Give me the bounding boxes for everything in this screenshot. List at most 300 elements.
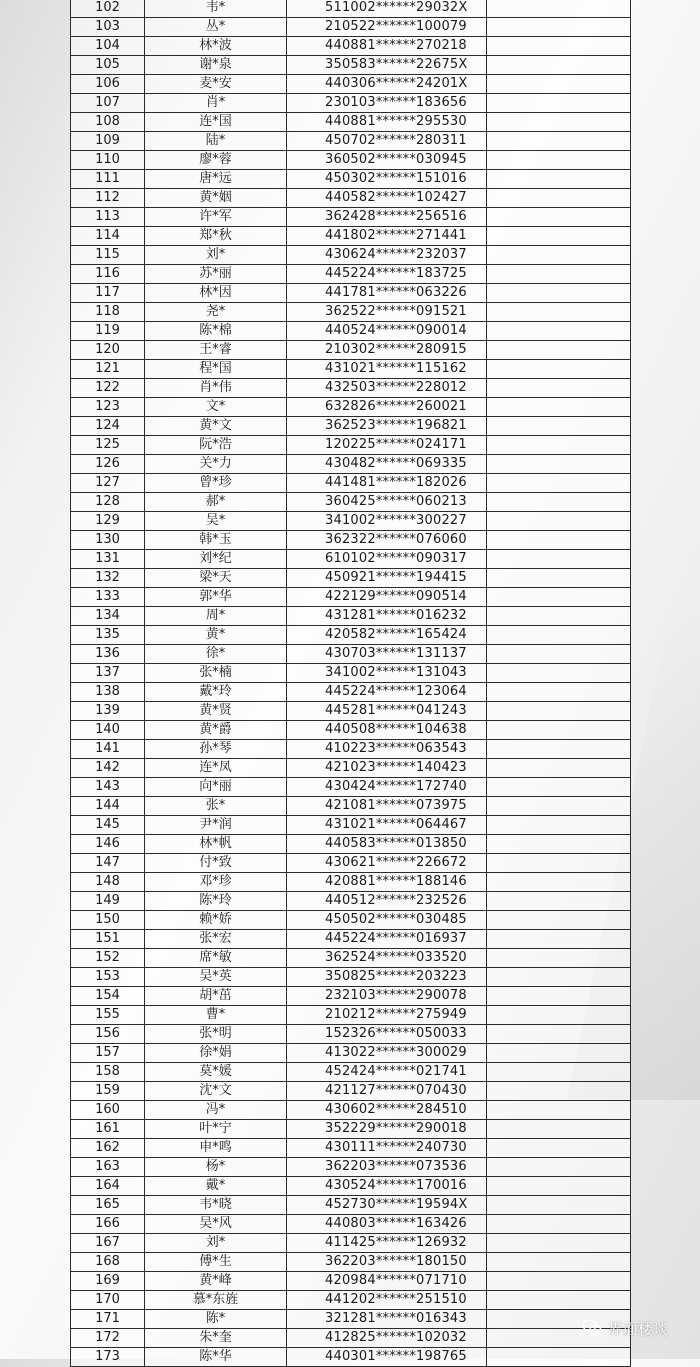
row-number: 122 [71,379,145,398]
id-number: 152326******050033 [287,1025,487,1044]
table-row [71,588,631,607]
empty-cell [487,816,631,835]
id-number: 452730******19594X [287,1196,487,1215]
table-row [71,683,631,702]
row-number: 114 [71,227,145,246]
empty-cell [487,436,631,455]
row-number: 147 [71,854,145,873]
person-name: 赖*娇 [145,911,287,930]
table-row [71,132,631,151]
person-name: 陈*华 [145,1348,287,1367]
table-row [71,740,631,759]
id-number: 511002******29032X [287,0,487,18]
person-name: 付*致 [145,854,287,873]
empty-cell [487,607,631,626]
empty-cell [487,151,631,170]
person-name: 邓*珍 [145,873,287,892]
table-row [71,550,631,569]
row-number: 127 [71,474,145,493]
id-number: 432503******228012 [287,379,487,398]
empty-cell [487,1348,631,1367]
id-number: 430621******226672 [287,854,487,873]
id-number: 411425******126932 [287,1234,487,1253]
table-row [71,1196,631,1215]
person-name: 连*国 [145,113,287,132]
person-name: 刘* [145,246,287,265]
row-number: 111 [71,170,145,189]
table-row [71,721,631,740]
table-row [71,37,631,56]
table-row [71,873,631,892]
id-number: 445224******123064 [287,683,487,702]
table-row [71,1025,631,1044]
person-name: 郭*华 [145,588,287,607]
row-number: 110 [71,151,145,170]
id-number: 362522******091521 [287,303,487,322]
person-name: 张*楠 [145,664,287,683]
table-row [71,360,631,379]
person-name: 冯* [145,1101,287,1120]
table-row [71,759,631,778]
person-name: 陈*玲 [145,892,287,911]
id-number: 422129******090514 [287,588,487,607]
table-row [71,227,631,246]
id-number: 450702******280311 [287,132,487,151]
row-number: 136 [71,645,145,664]
empty-cell [487,417,631,436]
row-number: 167 [71,1234,145,1253]
row-number: 141 [71,740,145,759]
row-number: 137 [71,664,145,683]
empty-cell [487,493,631,512]
empty-cell [487,1177,631,1196]
empty-cell [487,94,631,113]
person-name: 郝* [145,493,287,512]
person-name: 沈*文 [145,1082,287,1101]
row-number: 120 [71,341,145,360]
empty-cell [487,1196,631,1215]
row-number: 143 [71,778,145,797]
row-number: 165 [71,1196,145,1215]
watermark-text: 界面楼谈 [608,1319,669,1338]
id-number: 420881******188146 [287,873,487,892]
name-list-sheet [70,0,630,1367]
empty-cell [487,113,631,132]
id-number: 413022******300029 [287,1044,487,1063]
table-row [71,56,631,75]
id-number: 450921******194415 [287,569,487,588]
row-number: 169 [71,1272,145,1291]
row-number: 168 [71,1253,145,1272]
id-number: 441202******251510 [287,1291,487,1310]
table-row [71,284,631,303]
person-name: 慕*东旌 [145,1291,287,1310]
person-name: 王*睿 [145,341,287,360]
id-number: 441781******063226 [287,284,487,303]
person-name: 许*军 [145,208,287,227]
row-number: 128 [71,493,145,512]
person-name: 朱*奎 [145,1329,287,1348]
empty-cell [487,930,631,949]
person-name: 陈* [145,1310,287,1329]
id-number: 440582******102427 [287,189,487,208]
person-name: 关*力 [145,455,287,474]
id-number: 360425******060213 [287,493,487,512]
person-name: 席*敏 [145,949,287,968]
row-number: 155 [71,1006,145,1025]
row-number: 146 [71,835,145,854]
id-number: 362524******033520 [287,949,487,968]
id-number: 341002******131043 [287,664,487,683]
table-row [71,1139,631,1158]
empty-cell [487,588,631,607]
empty-cell [487,56,631,75]
table-row [71,816,631,835]
row-number: 124 [71,417,145,436]
empty-cell [487,246,631,265]
id-number: 431281******016232 [287,607,487,626]
id-number: 210302******280915 [287,341,487,360]
empty-cell [487,683,631,702]
row-number: 138 [71,683,145,702]
person-name: 谢*泉 [145,56,287,75]
empty-cell [487,1139,631,1158]
table-row [71,531,631,550]
empty-cell [487,987,631,1006]
row-number: 130 [71,531,145,550]
row-number: 164 [71,1177,145,1196]
person-name: 胡*茁 [145,987,287,1006]
person-name: 梁*天 [145,569,287,588]
row-number: 117 [71,284,145,303]
id-number: 410223******063543 [287,740,487,759]
id-number: 431021******064467 [287,816,487,835]
person-name: 韦*晓 [145,1196,287,1215]
person-name: 戴*玲 [145,683,287,702]
empty-cell [487,1234,631,1253]
person-name: 苏*丽 [145,265,287,284]
person-name: 阮*浩 [145,436,287,455]
id-number: 232103******290078 [287,987,487,1006]
table-row [71,1082,631,1101]
empty-cell [487,721,631,740]
row-number: 104 [71,37,145,56]
person-name: 黄*贤 [145,702,287,721]
id-number: 445224******183725 [287,265,487,284]
row-number: 135 [71,626,145,645]
id-number: 450502******030485 [287,911,487,930]
empty-cell [487,968,631,987]
empty-cell [487,322,631,341]
id-number: 430111******240730 [287,1139,487,1158]
person-name: 黄*文 [145,417,287,436]
empty-cell [487,873,631,892]
table-row [71,702,631,721]
id-number: 362203******180150 [287,1253,487,1272]
id-number: 440583******013850 [287,835,487,854]
table-row [71,512,631,531]
empty-cell [487,664,631,683]
id-number: 440881******295530 [287,113,487,132]
row-number: 123 [71,398,145,417]
person-name: 陆* [145,132,287,151]
person-name: 叶*宁 [145,1120,287,1139]
empty-cell [487,1215,631,1234]
row-number: 113 [71,208,145,227]
table-row [71,987,631,1006]
person-name: 廖*蓉 [145,151,287,170]
person-name: 刘* [145,1234,287,1253]
empty-cell [487,341,631,360]
id-number: 420582******165424 [287,626,487,645]
row-number: 144 [71,797,145,816]
id-number: 120225******024171 [287,436,487,455]
table-row [71,436,631,455]
person-name: 杨* [145,1158,287,1177]
empty-cell [487,0,631,18]
id-number: 350825******203223 [287,968,487,987]
table-row [71,778,631,797]
empty-cell [487,227,631,246]
person-name: 徐* [145,645,287,664]
row-number: 134 [71,607,145,626]
row-number: 103 [71,18,145,37]
table-row [71,341,631,360]
person-name: 肖*伟 [145,379,287,398]
row-number: 158 [71,1063,145,1082]
person-name: 丛* [145,18,287,37]
person-name: 程*国 [145,360,287,379]
row-number: 153 [71,968,145,987]
row-number: 162 [71,1139,145,1158]
id-number: 440306******24201X [287,75,487,94]
person-name: 孙*琴 [145,740,287,759]
row-number: 154 [71,987,145,1006]
table-row [71,303,631,322]
table-row [71,1272,631,1291]
empty-cell [487,474,631,493]
empty-cell [487,778,631,797]
table-row [71,607,631,626]
table-row [71,75,631,94]
row-number: 151 [71,930,145,949]
id-number: 350583******22675X [287,56,487,75]
id-number: 321281******016343 [287,1310,487,1329]
row-number: 132 [71,569,145,588]
empty-cell [487,797,631,816]
id-number: 360502******030945 [287,151,487,170]
empty-cell [487,854,631,873]
id-number: 452424******021741 [287,1063,487,1082]
table-row [71,417,631,436]
watermark [582,1316,668,1340]
row-number: 116 [71,265,145,284]
table-row [71,1177,631,1196]
empty-cell [487,1253,631,1272]
table-row [71,1253,631,1272]
person-name: 肖* [145,94,287,113]
person-name: 刘*纪 [145,550,287,569]
id-number: 445281******041243 [287,702,487,721]
row-number: 160 [71,1101,145,1120]
table-row [71,1291,631,1310]
person-name: 向*丽 [145,778,287,797]
row-number: 142 [71,759,145,778]
table-row [71,151,631,170]
empty-cell [487,189,631,208]
person-name: 傅*生 [145,1253,287,1272]
table-row [71,170,631,189]
row-number: 145 [71,816,145,835]
row-number: 159 [71,1082,145,1101]
id-number: 421127******070430 [287,1082,487,1101]
person-name: 林*帆 [145,835,287,854]
table-row [71,1006,631,1025]
empty-cell [487,892,631,911]
empty-cell [487,645,631,664]
table-row [71,379,631,398]
row-number: 148 [71,873,145,892]
id-number: 441802******271441 [287,227,487,246]
table-row [71,949,631,968]
id-number: 352229******290018 [287,1120,487,1139]
table-row [71,455,631,474]
empty-cell [487,550,631,569]
person-name: 吴*英 [145,968,287,987]
person-name: 曾*珍 [145,474,287,493]
table-row [71,968,631,987]
person-name: 郑*秋 [145,227,287,246]
table-row [71,1044,631,1063]
table-row [71,645,631,664]
person-name: 唐*远 [145,170,287,189]
row-number: 112 [71,189,145,208]
person-name: 曹* [145,1006,287,1025]
id-number: 421081******073975 [287,797,487,816]
id-number: 230103******183656 [287,94,487,113]
empty-cell [487,170,631,189]
id-number: 362428******256516 [287,208,487,227]
empty-cell [487,18,631,37]
id-number: 431021******115162 [287,360,487,379]
empty-cell [487,208,631,227]
id-number: 341002******300227 [287,512,487,531]
id-number: 430703******131137 [287,645,487,664]
empty-cell [487,835,631,854]
wechat-icon [582,1319,602,1337]
row-number: 129 [71,512,145,531]
empty-cell [487,360,631,379]
row-number: 170 [71,1291,145,1310]
table-row [71,246,631,265]
id-number: 210212******275949 [287,1006,487,1025]
person-name: 张*宏 [145,930,287,949]
empty-cell [487,531,631,550]
person-name: 张* [145,797,287,816]
person-name: 尧* [145,303,287,322]
id-number: 440512******232526 [287,892,487,911]
row-number: 161 [71,1120,145,1139]
person-name: 黄*姻 [145,189,287,208]
row-number: 150 [71,911,145,930]
person-name: 尹*润 [145,816,287,835]
row-number: 133 [71,588,145,607]
row-number: 171 [71,1310,145,1329]
table-row [71,189,631,208]
table-row [71,569,631,588]
empty-cell [487,1272,631,1291]
row-number: 107 [71,94,145,113]
table-row [71,930,631,949]
empty-cell [487,379,631,398]
row-number: 125 [71,436,145,455]
person-name: 文* [145,398,287,417]
empty-cell [487,1101,631,1120]
id-number: 441481******182026 [287,474,487,493]
id-number: 362322******076060 [287,531,487,550]
row-number: 172 [71,1329,145,1348]
table-row [71,797,631,816]
id-number: 450302******151016 [287,170,487,189]
empty-cell [487,398,631,417]
person-name: 连*凤 [145,759,287,778]
id-number: 632826******260021 [287,398,487,417]
table-row [71,1329,631,1348]
id-number: 362203******073536 [287,1158,487,1177]
table-row [71,854,631,873]
person-name: 吴*风 [145,1215,287,1234]
empty-cell [487,740,631,759]
person-name: 黄* [145,626,287,645]
empty-cell [487,949,631,968]
row-number: 166 [71,1215,145,1234]
empty-cell [487,75,631,94]
person-name: 黄*峰 [145,1272,287,1291]
id-number: 445224******016937 [287,930,487,949]
id-number: 420984******071710 [287,1272,487,1291]
table-row [71,398,631,417]
id-number: 430624******232037 [287,246,487,265]
table-row [71,1063,631,1082]
id-number: 440881******270218 [287,37,487,56]
empty-cell [487,1082,631,1101]
table-body [71,0,631,1367]
table-row [71,1101,631,1120]
id-number: 440803******163426 [287,1215,487,1234]
row-number: 157 [71,1044,145,1063]
table-row [71,474,631,493]
id-number: 421023******140423 [287,759,487,778]
table-row [71,94,631,113]
empty-cell [487,1025,631,1044]
empty-cell [487,1044,631,1063]
row-number: 102 [71,0,145,18]
row-number: 163 [71,1158,145,1177]
empty-cell [487,702,631,721]
empty-cell [487,1120,631,1139]
empty-cell [487,132,631,151]
table-row [71,626,631,645]
id-number: 430524******170016 [287,1177,487,1196]
table-row [71,113,631,132]
row-number: 105 [71,56,145,75]
table-row [71,1348,631,1367]
row-number: 140 [71,721,145,740]
row-number: 119 [71,322,145,341]
empty-cell [487,265,631,284]
table-row [71,1120,631,1139]
empty-cell [487,911,631,930]
